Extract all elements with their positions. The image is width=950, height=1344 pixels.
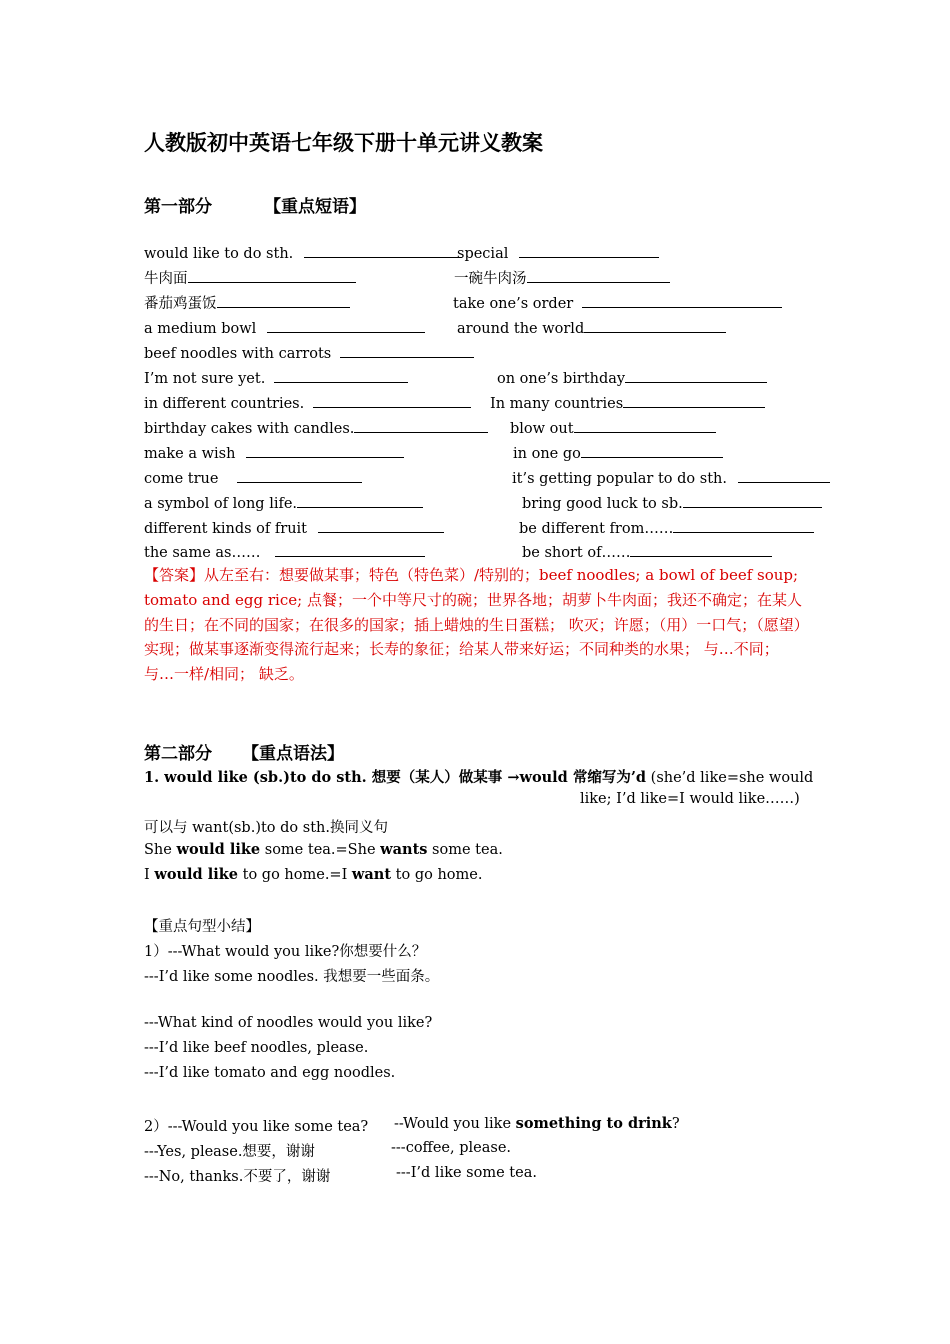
- part2-number: 第二部分: [144, 744, 212, 764]
- phrase-right-8: blow out: [510, 421, 574, 437]
- phrase-left-7: in different countries.: [144, 396, 305, 412]
- summary-line: ---What kind of noodles would you like?: [144, 1015, 433, 1031]
- phrase-right-11: bring good luck to sb.: [522, 496, 683, 512]
- summary-heading: 【重点句型小结】: [144, 919, 260, 935]
- phrase-right-1: special: [457, 246, 509, 262]
- part1-label: [144, 192, 366, 217]
- summary-line: --Would you like something to drink?: [394, 1115, 680, 1132]
- phrase-right-2: 一碗牛肉汤: [454, 271, 527, 287]
- grammar-example-2: I would like to go home.=I want to go home.: [144, 866, 483, 883]
- summary-line: ---I’d like tomato and egg noodles.: [144, 1065, 396, 1081]
- summary-line: ---I’d like some noodles. 我想要一些面条。: [144, 969, 440, 985]
- summary-line: ---I’d like some tea.: [396, 1165, 537, 1181]
- phrase-left-1: would like to do sth.: [144, 246, 294, 262]
- summary-line: ---Yes, please.想要，谢谢: [144, 1144, 315, 1160]
- phrase-right-9: in one go: [513, 446, 581, 462]
- phrase-left-12: different kinds of fruit: [144, 521, 307, 537]
- grammar-point-1: [144, 766, 813, 787]
- part2-label: [144, 739, 344, 764]
- part2-tag: 【重点语法】: [242, 744, 344, 764]
- arrow-icon: →: [507, 769, 520, 786]
- phrase-left-8: birthday cakes with candles.: [144, 421, 355, 437]
- answer-key: 【答案】从左至右：想要做某事；特色（特色菜）/特别的；beef noodles; a bowl of beef soup; tomato and egg rice; 点餐；一个中等尺寸的碗；世界各地；胡萝卜牛肉面；我还不确定；在某人的生日；在不同的国家；在很多的国家；插上蜡烛的生日蛋糕； 吹灭；许愿；（用）一口气；（愿望）实现；做某事逐渐变得流行起来；长寿的象征；给某人带来好运；不同种类的水果； 与…不同； 与…一样/相同； 缺乏。: [144, 566, 809, 684]
- phrase-left-13: the same as……: [144, 545, 261, 561]
- grammar-example-1: She would like some tea.=She wants some tea.: [144, 841, 503, 858]
- grammar-swap-note: 可以与 want(sb.)to do sth.换同义句: [144, 820, 388, 836]
- part1-tag: 【重点短语】: [264, 197, 366, 217]
- summary-line: ---No, thanks.不要了，谢谢: [144, 1169, 331, 1185]
- phrase-right-10: it’s getting popular to do sth.: [512, 471, 727, 487]
- phrase-left-10: come true: [144, 471, 219, 487]
- summary-line: 2）---Would you like some tea?: [144, 1119, 369, 1135]
- summary-line: 1）---What would you like?你想要什么？: [144, 944, 427, 960]
- phrase-left-3: 番茄鸡蛋饭: [144, 296, 217, 312]
- phrase-left-4: a medium bowl: [144, 321, 257, 337]
- part1-number: 第一部分: [144, 197, 212, 217]
- phrase-right-3: take one’s order: [453, 296, 574, 312]
- phrase-left-5: beef noodles with carrots: [144, 346, 332, 362]
- summary-line: ---I’d like beef noodles, please.: [144, 1040, 369, 1056]
- phrase-left-9: make a wish: [144, 446, 236, 462]
- phrase-right-7: In many countries: [490, 396, 624, 412]
- grammar-point-1-cont: like; I’d like=I would like……): [580, 791, 800, 807]
- grammar-point-1-rest: (she’d like=she would: [646, 770, 814, 786]
- grammar-point-1-title: 1. would like (sb.)to do sth. 想要（某人）做某事: [144, 769, 508, 786]
- summary-line: ---coffee, please.: [391, 1140, 512, 1156]
- phrase-left-11: a symbol of long life.: [144, 496, 298, 512]
- grammar-point-1-note: would 常缩写为’d: [519, 769, 647, 786]
- phrase-left-2: 牛肉面: [144, 271, 188, 287]
- phrase-right-13: be short of……: [522, 545, 631, 561]
- page-title: 人教版初中英语七年级下册十单元讲义教案: [144, 130, 543, 155]
- phrase-left-6: I’m not sure yet.: [144, 371, 266, 387]
- phrase-right-12: be different from……: [519, 521, 674, 537]
- phrase-right-6: on one’s birthday: [497, 371, 626, 387]
- phrase-right-4: around the world: [457, 321, 585, 337]
